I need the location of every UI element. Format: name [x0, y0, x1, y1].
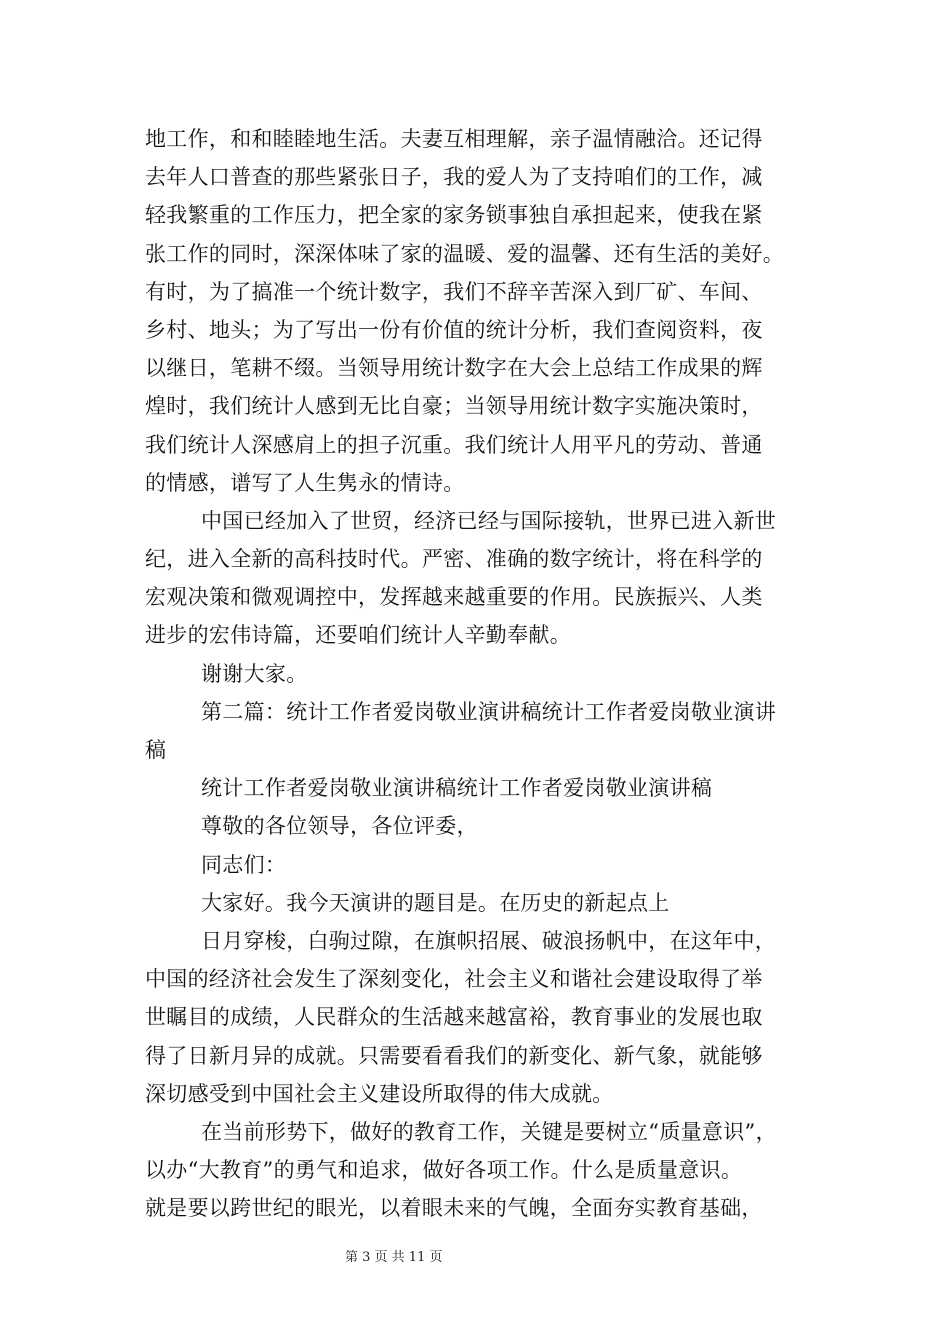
- text-line: 张工作的同时，深深体味了家的温暖、爱的温馨、还有生活的美好。: [145, 241, 784, 266]
- text-line: 深切感受到中国社会主义建设所取得的伟大成就。: [145, 1081, 614, 1106]
- text-line: 大家好。我今天演讲的题目是。在历史的新起点上: [201, 890, 670, 915]
- text-line: 世瞩目的成绩，人民群众的生活越来越富裕，教育事业的发展也取: [145, 1005, 763, 1030]
- text-line: 同志们：: [201, 852, 287, 877]
- text-line: 轻我繁重的工作压力，把全家的家务锁事独自承担起来，使我在紧: [145, 203, 763, 228]
- text-line: 在当前形势下，做好的教育工作，关键是要树立“质量意识”，: [201, 1119, 777, 1144]
- text-line: 第二篇：统计工作者爱岗敬业演讲稿统计工作者爱岗敬业演讲: [201, 699, 777, 724]
- text-line: 去年人口普查的那些紧张日子，我的爱人为了支持咱们的工作，减: [145, 165, 763, 190]
- text-line: 统计工作者爱岗敬业演讲稿统计工作者爱岗敬业演讲稿: [201, 776, 713, 801]
- text-line: 我们统计人深感肩上的担子沉重。我们统计人用平凡的劳动、普通: [145, 432, 763, 457]
- document-body: [145, 120, 825, 1227]
- text-line: 煌时，我们统计人感到无比自豪；当领导用统计数字实施决策时，: [145, 394, 763, 419]
- text-line: 尊敬的各位领导，各位评委，: [201, 814, 478, 839]
- text-line: 纪，进入全新的高科技时代。严密、准确的数字统计，将在科学的: [145, 547, 763, 572]
- text-line: 以继日，笔耕不缀。当领导用统计数字在大会上总结工作成果的辉: [145, 356, 763, 381]
- text-line: 有时，为了搞准一个统计数字，我们不辞辛苦深入到厂矿、车间、: [145, 279, 763, 304]
- text-line: 进步的宏伟诗篇，还要咱们统计人辛勤奉献。: [145, 623, 571, 648]
- text-line: 地工作，和和睦睦地生活。夫妻互相理解，亲子温情融洽。还记得: [145, 127, 763, 151]
- text-line: 就是要以跨世纪的眼光，以着眼未来的气魄，全面夯实教育基础，: [145, 1196, 763, 1221]
- text-line: 宏观决策和微观调控中，发挥越来越重要的作用。民族振兴、人类: [145, 585, 763, 610]
- text-line: 稿: [145, 738, 167, 762]
- text-line: 中国的经济社会发生了深刻变化，社会主义和谐社会建设取得了举: [145, 967, 763, 992]
- text-line: 日月穿梭，白驹过隙，在旗帜招展、破浪扬帆中，在这年中，: [201, 928, 777, 953]
- text-line: 的情感，谱写了人生隽永的情诗。: [145, 470, 465, 495]
- text-line: 乡村、地头；为了写出一份有价值的统计分析，我们查阅资料，夜: [145, 317, 763, 342]
- text-line: 以办“大教育”的勇气和追求，做好各项工作。什么是质量意识。: [145, 1158, 743, 1183]
- text-line: 得了日新月异的成就。只需要看看我们的新变化、新气象，就能够: [145, 1043, 763, 1068]
- text-line: 谢谢大家。: [201, 661, 308, 686]
- page-number-footer: 第 3 页 共 11 页: [345, 1250, 443, 1265]
- text-line: 中国已经加入了世贸，经济已经与国际接轨，世界已进入新世: [201, 508, 777, 533]
